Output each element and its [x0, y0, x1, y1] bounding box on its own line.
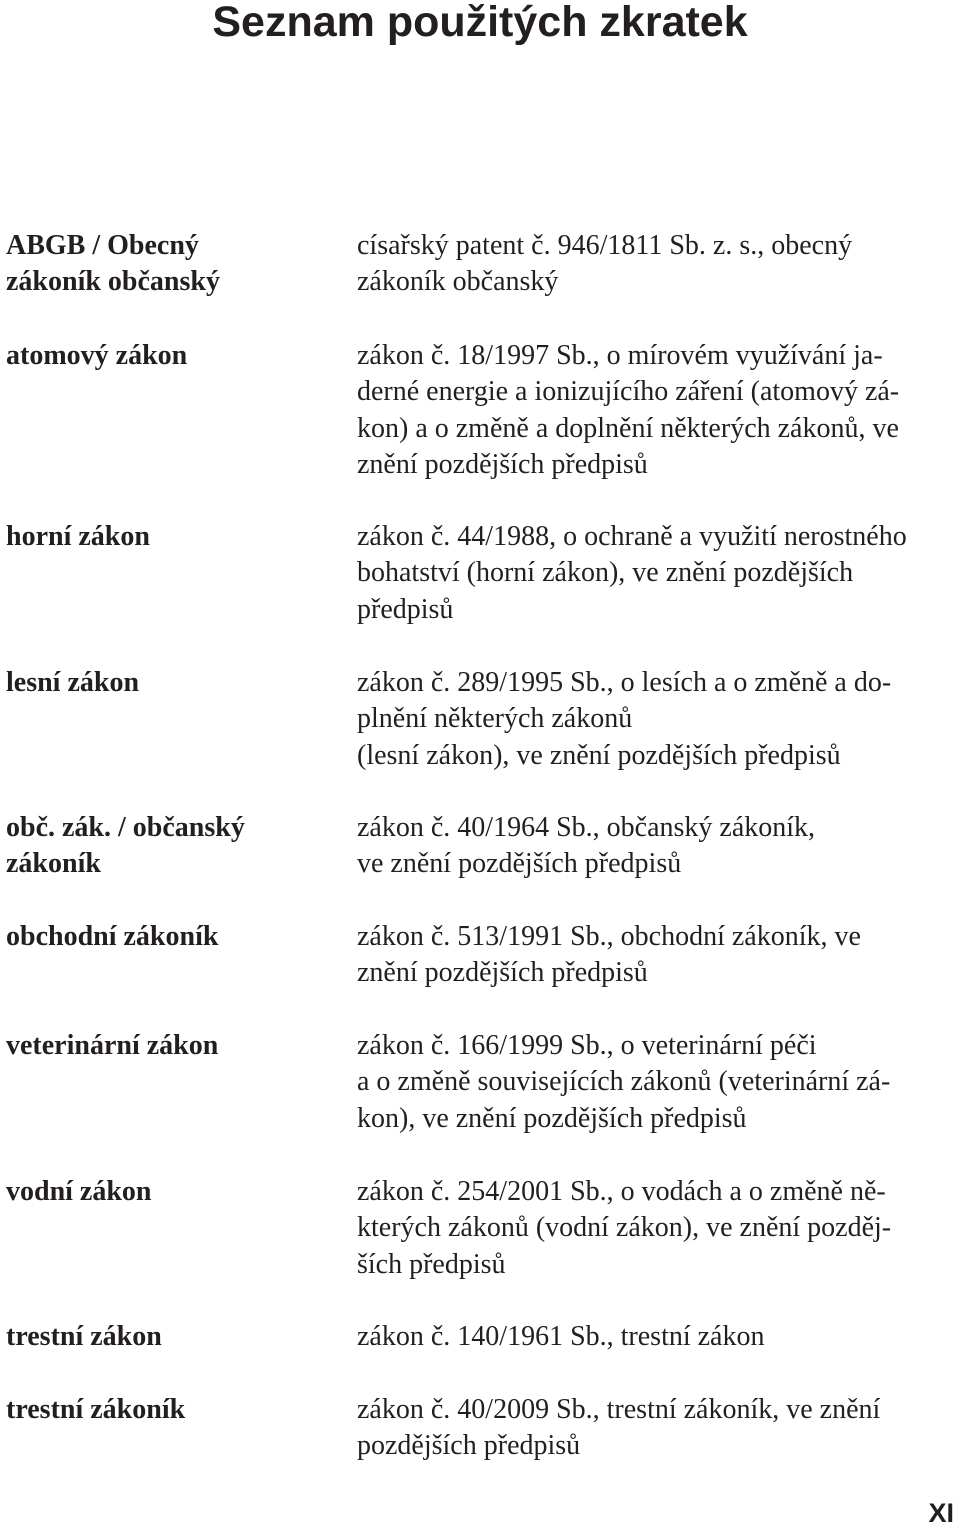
definition-line: zákon č. 513/1991 Sb., obchodní zákoník, ve	[357, 921, 861, 952]
abbreviation-term	[6, 1392, 306, 1428]
abbreviation-definition	[357, 1028, 957, 1137]
term-line: obchodní zákoník	[6, 921, 219, 952]
definition-line: plnění některých zákonů	[357, 703, 633, 735]
definition-line: zákon č. 44/1988, o ochraně a využití nerostného	[357, 521, 907, 552]
abbreviation-definition	[357, 519, 957, 628]
abbreviation-term	[6, 1174, 306, 1210]
term-line: lesní zákon	[6, 667, 140, 698]
definition-line: znění pozdějších předpisů	[357, 448, 648, 480]
definition-line: zákon č. 18/1997 Sb., o mírovém využívání ja-	[357, 340, 883, 371]
page-title: Seznam použitých zkratek	[212, 0, 748, 46]
abbreviation-definition	[357, 665, 957, 774]
abbreviation-term	[6, 1028, 306, 1064]
definition-line: zákon č. 40/1964 Sb., občanský zákoník,	[357, 812, 816, 843]
definition-line: bohatství (horní zákon), ve znění pozdějších	[357, 557, 854, 589]
definition-line: zákon č. 166/1999 Sb., o veterinární péči	[357, 1030, 817, 1061]
definition-line: (lesní zákon), ve znění pozdějších předpisů	[357, 739, 841, 771]
term-line: vodní zákon	[6, 1176, 152, 1207]
definition-line: zákoník občanský	[357, 266, 559, 298]
term-line: zákoník	[6, 848, 101, 879]
abbreviation-term	[6, 519, 306, 555]
definition-line: pozdějších předpisů	[357, 1430, 581, 1462]
abbreviation-term	[6, 228, 306, 300]
abbreviation-definition	[357, 1392, 957, 1465]
definition-line: derné energie a ionizujícího záření (atomový zá-	[357, 376, 900, 408]
definition-line: a o změně souvisejících zákonů (veterinární zá-	[357, 1066, 891, 1098]
abbreviation-definition	[357, 1319, 957, 1355]
term-line: atomový zákon	[6, 340, 188, 371]
term-line: trestní zákon	[6, 1321, 162, 1352]
abbreviation-definition	[357, 1174, 957, 1283]
abbreviation-term	[6, 1319, 306, 1355]
term-line: trestní zákoník	[6, 1394, 186, 1425]
abbreviation-term	[6, 810, 306, 882]
definition-line: znění pozdějších předpisů	[357, 957, 648, 989]
definition-line: zákon č. 254/2001 Sb., o vodách a o změně ně-	[357, 1176, 886, 1207]
definition-line: kon) a o změně a doplnění některých zákonů, ve	[357, 412, 899, 444]
term-line: obč. zák. / občanský	[6, 812, 245, 843]
abbreviation-definition	[357, 338, 957, 483]
definition-line: kon), ve znění pozdějších předpisů	[357, 1102, 747, 1134]
definition-line: zákon č. 289/1995 Sb., o lesích a o změně a do-	[357, 667, 892, 698]
abbreviation-term	[6, 338, 306, 374]
term-line: horní zákon	[6, 521, 150, 552]
abbreviation-definition	[357, 919, 957, 992]
definition-line: kterých zákonů (vodní zákon), ve znění pozděj-	[357, 1212, 892, 1244]
definition-line: ve znění pozdějších předpisů	[357, 848, 682, 880]
abbreviation-term	[6, 919, 306, 955]
term-line: zákoník občanský	[6, 266, 220, 297]
term-line: veterinární zákon	[6, 1030, 219, 1061]
abbreviation-term	[6, 665, 306, 701]
definition-line: zákon č. 40/2009 Sb., trestní zákoník, ve znění	[357, 1394, 881, 1425]
definition-line: předpisů	[357, 593, 454, 625]
page-number: XI	[928, 1498, 954, 1528]
definition-line: ších předpisů	[357, 1248, 506, 1280]
abbreviation-definition	[357, 228, 957, 301]
definition-line: zákon č. 140/1961 Sb., trestní zákon	[357, 1321, 765, 1352]
abbreviation-definition	[357, 810, 957, 883]
term-line: ABGB / Obecný	[6, 230, 199, 261]
definition-line: císařský patent č. 946/1811 Sb. z. s., obecný	[357, 230, 853, 261]
